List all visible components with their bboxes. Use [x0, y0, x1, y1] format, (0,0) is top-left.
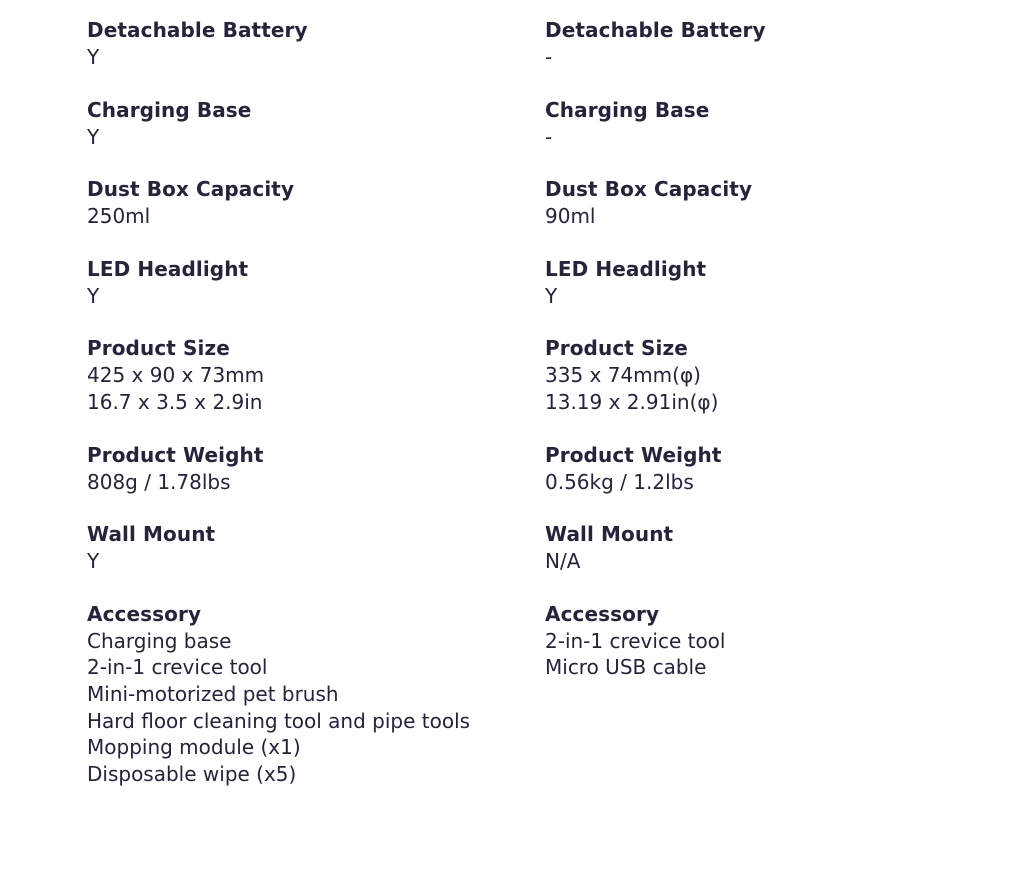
spec-column-right [545, 17, 985, 707]
spec-column-left [87, 17, 527, 813]
spec-item [545, 176, 985, 230]
spec-title: Accessory [545, 601, 660, 626]
spec-item [545, 521, 985, 575]
spec-value: Y [545, 283, 558, 308]
spec-title: LED Headlight [87, 256, 249, 281]
spec-value: Y [87, 124, 100, 149]
spec-value: 13.19 x 2.91in(φ) [545, 389, 719, 414]
spec-value: 2-in-1 crevice tool [545, 628, 726, 653]
spec-item [545, 601, 985, 681]
spec-title: Charging Base [545, 97, 710, 122]
spec-item [545, 256, 985, 310]
spec-value: 808g / 1.78lbs [87, 469, 231, 494]
spec-title: LED Headlight [545, 256, 707, 281]
spec-title: Dust Box Capacity [87, 177, 295, 202]
spec-value: Charging base [87, 628, 232, 653]
spec-title: Product Size [87, 336, 230, 361]
spec-value: 90ml [545, 204, 596, 229]
spec-title: Wall Mount [545, 522, 674, 547]
spec-value: 0.56kg / 1.2lbs [545, 469, 694, 494]
spec-item [87, 256, 527, 310]
spec-value: Micro USB cable [545, 655, 707, 680]
spec-title: Product Weight [87, 442, 264, 467]
spec-value: 250ml [87, 204, 151, 229]
spec-item [545, 17, 985, 71]
spec-title: Dust Box Capacity [545, 177, 753, 202]
spec-value: Y [87, 549, 100, 574]
spec-title: Product Weight [545, 442, 722, 467]
spec-value: 16.7 x 3.5 x 2.9in [87, 389, 263, 414]
spec-title: Detachable Battery [545, 18, 766, 42]
spec-item [87, 601, 527, 788]
spec-item [545, 335, 985, 415]
spec-item [87, 335, 527, 415]
spec-item [87, 521, 527, 575]
spec-value: Y [87, 283, 100, 308]
spec-item [545, 442, 985, 496]
spec-title: Accessory [87, 601, 202, 626]
spec-value: 335 x 74mm(φ) [545, 363, 701, 388]
spec-item [545, 97, 985, 151]
spec-item [87, 17, 527, 71]
spec-value: Hard floor cleaning tool and pipe tools [87, 708, 471, 733]
spec-item [87, 176, 527, 230]
spec-value: - [545, 124, 553, 149]
spec-value: Y [87, 45, 100, 69]
spec-item [87, 442, 527, 496]
spec-value: Mini-motorized pet brush [87, 681, 339, 706]
spec-value: 425 x 90 x 73mm [87, 363, 265, 388]
spec-value: Disposable wipe (x5) [87, 761, 297, 786]
spec-title: Product Size [545, 336, 688, 361]
spec-title: Wall Mount [87, 522, 216, 547]
spec-title: Charging Base [87, 97, 252, 122]
spec-value: Mopping module (x1) [87, 735, 301, 760]
spec-value: 2-in-1 crevice tool [87, 655, 268, 680]
spec-value: - [545, 45, 553, 69]
spec-title: Detachable Battery [87, 18, 308, 42]
spec-value: N/A [545, 549, 581, 574]
spec-item [87, 97, 527, 151]
